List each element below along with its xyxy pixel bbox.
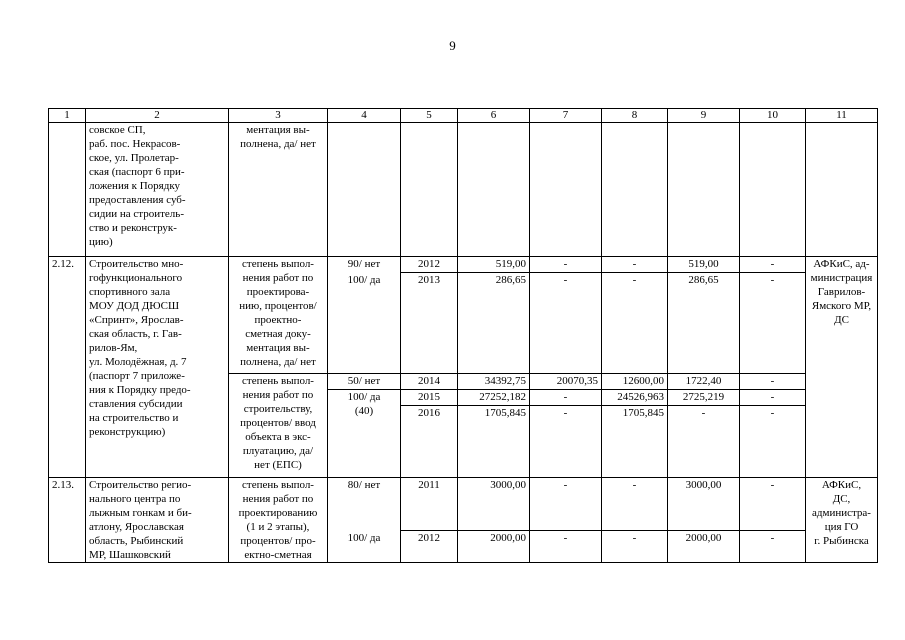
indicator-value: 90/ нет — [328, 257, 401, 273]
amount-cell: 1705,845 — [602, 406, 668, 478]
executor-cell: АФКиС, ад- министрация Гаврилов- Ямского МР, ДС — [806, 257, 878, 478]
amount-cell: - — [740, 531, 806, 563]
amount-cell: - — [740, 406, 806, 478]
header-cell: 6 — [458, 109, 530, 123]
amount-cell: - — [602, 531, 668, 563]
amount-cell: 286,65 — [668, 273, 740, 374]
amount-cell: - — [740, 478, 806, 531]
indicator-text: ментация вы- полнена, да/ нет — [229, 123, 328, 257]
amount-cell: - — [530, 390, 602, 406]
amount-cell: 20070,35 — [530, 374, 602, 390]
object-name: Строительство регио- нального центра по лыжным гонкам и би- атлону, Ярославская область, Рыбинский МР, Шашковский — [86, 478, 229, 563]
header-cell: 4 — [328, 109, 401, 123]
amount-cell: 519,00 — [668, 257, 740, 273]
page-number: 9 — [449, 38, 456, 53]
row-number: 2.12. — [49, 257, 86, 478]
executor-cell: АФКиС, ДС, администра- ция ГО г. Рыбинска — [806, 478, 878, 563]
amount-cell: 34392,75 — [458, 374, 530, 390]
year-cell: 2011 — [401, 478, 458, 531]
amount-cell: - — [530, 478, 602, 531]
amount-cell: 519,00 — [458, 257, 530, 273]
header-cell: 5 — [401, 109, 458, 123]
amount-cell: 27252,182 — [458, 390, 530, 406]
indicator-text: степень выпол- нения работ по проектирова- нию, процентов/ проектно- сметная доку- ментация вы- полнена, да/ нет — [229, 257, 328, 374]
year-cell: 2012 — [401, 257, 458, 273]
amount-cell: - — [530, 531, 602, 563]
indicator-value: 50/ нет — [328, 374, 401, 390]
header-cell: 9 — [668, 109, 740, 123]
amount-cell: 286,65 — [458, 273, 530, 374]
indicator-value: 100/ да (40) — [328, 390, 401, 478]
header-cell: 7 — [530, 109, 602, 123]
amount-cell: 2725,219 — [668, 390, 740, 406]
year-cell: 2012 — [401, 531, 458, 563]
header-row — [49, 109, 878, 123]
amount-cell: - — [668, 406, 740, 478]
amount-cell: 2000,00 — [668, 531, 740, 563]
indicator-text: степень выпол- нения работ по строительству, процентов/ ввод объекта в экс- плуатацию, да/ нет (ЕПС) — [229, 374, 328, 478]
object-name: Строительство мно- гофункционального спортивного зала МОУ ДОД ДЮСШ «Спринт», Ярослав- ская область, г. Гав- рилов-Ям, ул. Молодёжная, д. 7 (паспорт 7 приложе- ния к Порядку предо- ставления субсидии на строительство и реконструкцию) — [86, 257, 229, 478]
program-table — [48, 108, 878, 563]
year-cell: 2013 — [401, 273, 458, 374]
indicator-value: 100/ да — [328, 273, 401, 374]
amount-cell: 3000,00 — [668, 478, 740, 531]
amount-cell: 2000,00 — [458, 531, 530, 563]
amount-cell: - — [740, 257, 806, 273]
amount-cell: 24526,963 — [602, 390, 668, 406]
year-cell: 2016 — [401, 406, 458, 478]
amount-cell: - — [530, 273, 602, 374]
header-cell: 1 — [49, 109, 86, 123]
amount-cell: - — [740, 374, 806, 390]
header-cell: 11 — [806, 109, 878, 123]
amount-cell: 12600,00 — [602, 374, 668, 390]
table-row-continuation — [49, 123, 878, 257]
amount-cell: - — [602, 273, 668, 374]
amount-cell: - — [602, 257, 668, 273]
amount-cell: 1722,40 — [668, 374, 740, 390]
amount-cell: - — [740, 390, 806, 406]
indicator-text: степень выпол- нения работ по проектированию (1 и 2 этапы), процентов/ про- ектно-сметная — [229, 478, 328, 563]
object-name: совское СП, раб. пос. Некрасов- ское, ул. Пролетар- ская (паспорт 6 при- ложения к Порядку предоставления суб- сидии на строитель- ство и реконструк- цию) — [86, 123, 229, 257]
amount-cell: 3000,00 — [458, 478, 530, 531]
indicator-value: 100/ да — [328, 531, 401, 563]
header-cell: 2 — [86, 109, 229, 123]
year-cell: 2014 — [401, 374, 458, 390]
amount-cell: - — [530, 257, 602, 273]
table-row — [49, 478, 878, 531]
amount-cell: 1705,845 — [458, 406, 530, 478]
header-cell: 8 — [602, 109, 668, 123]
indicator-value: 80/ нет — [328, 478, 401, 531]
table-row — [49, 257, 878, 273]
header-cell: 3 — [229, 109, 328, 123]
row-number: 2.13. — [49, 478, 86, 563]
amount-cell: - — [602, 478, 668, 531]
year-cell: 2015 — [401, 390, 458, 406]
amount-cell: - — [740, 273, 806, 374]
header-cell: 10 — [740, 109, 806, 123]
amount-cell: - — [530, 406, 602, 478]
